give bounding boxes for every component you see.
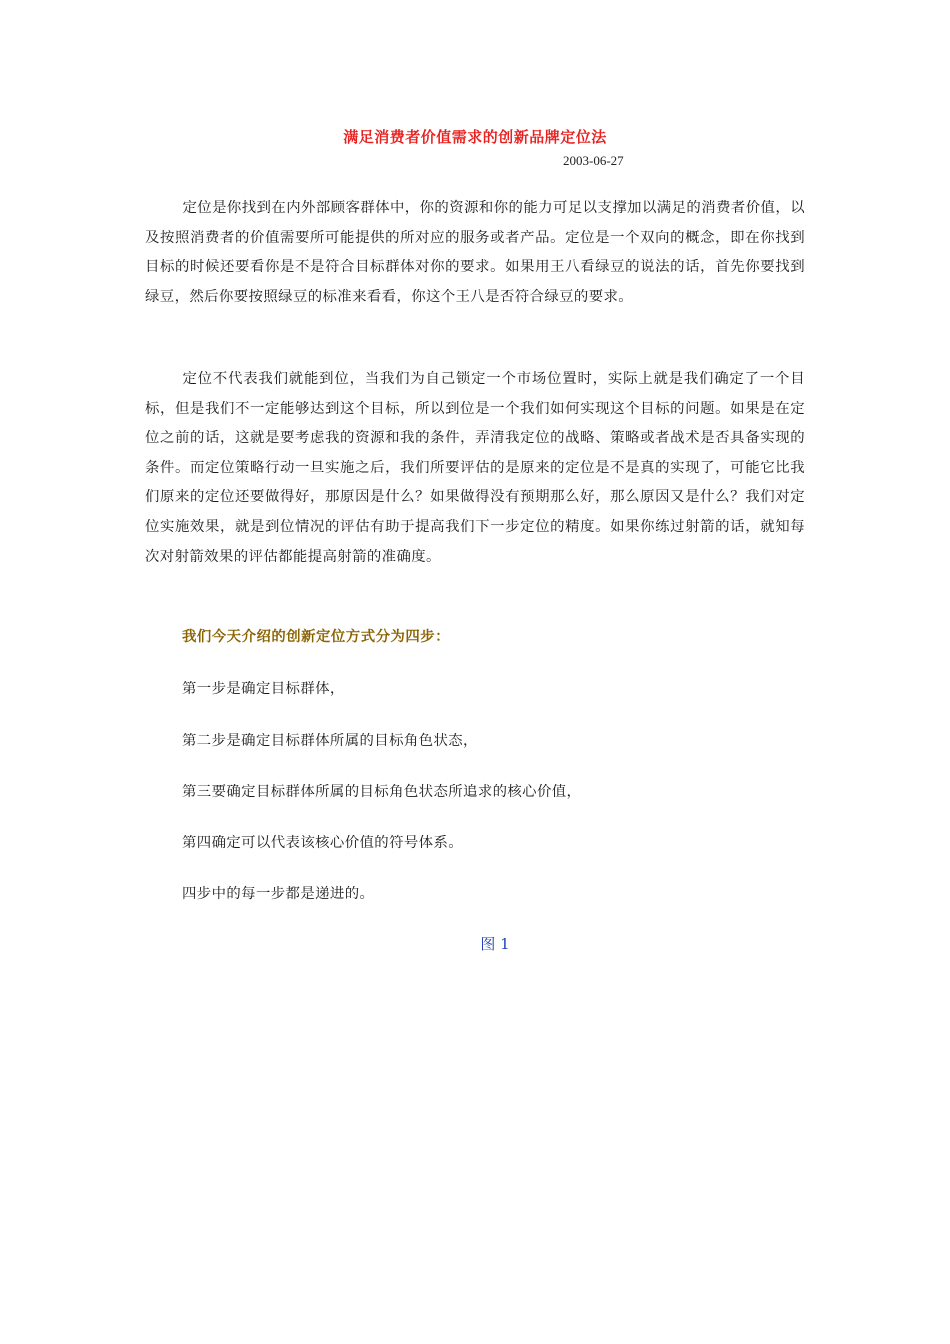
step-item-3: 第三要确定目标群体所属的目标角色状态所追求的核心价值， <box>182 784 582 800</box>
step-summary: 四步中的每一步都是递进的。 <box>182 886 375 902</box>
step-item-4: 第四确定可以代表该核心价值的符号体系。 <box>182 835 464 851</box>
step-item-2: 第二步是确定目标群体所属的目标角色状态， <box>182 733 478 749</box>
section-heading: 我们今天介绍的创新定位方式分为四步： <box>182 628 451 645</box>
paragraph-2: 定位不代表我们就能到位，当我们为自己锁定一个市场位置时，实际上就是我们确定了一个目标，但是我们不一定能够达到这个目标，所以到位是一个我们如何实现这个目标的问题。如果是在定位之前的话，这就是要考虑我的资源和我的条件，弄清我定位的战略、策略或者战术是否具备实现的条件。而定位策略行动一旦实施之后，我们所要评估的是原来的定位是不是真的实现了，可能它比我们原来的定位还要做得好，那原因是什么？如果做得没有预期那么好，那么原因又是什么？我们对定位实施效果，就是到位情况的评估有助于提高我们下一步定位的精度。如果你练过射箭的话，就知每次对射箭效果的评估都能提高射箭的准确度。 <box>145 371 805 565</box>
figure-link[interactable]: 图 1 <box>480 935 510 953</box>
article-date: 2003-06-27 <box>563 153 624 168</box>
article-title: 满足消费者价值需求的创新品牌定位法 <box>343 128 607 146</box>
step-item-1: 第一步是确定目标群体， <box>182 681 345 697</box>
paragraph-1: 定位是你找到在内外部顾客群体中，你的资源和你的能力可足以支撑加以满足的消费者价值，以及按照消费者的价值需要所可能提供的所对应的服务或者产品。定位是一个双向的概念，即在你找到目标的时候还要看你是不是符合目标群体对你的要求。如果用王八看绿豆的说法的话，首先你要找到绿豆，然后你要按照绿豆的标准来看看，你这个王八是否符合绿豆的要求。 <box>145 200 805 305</box>
